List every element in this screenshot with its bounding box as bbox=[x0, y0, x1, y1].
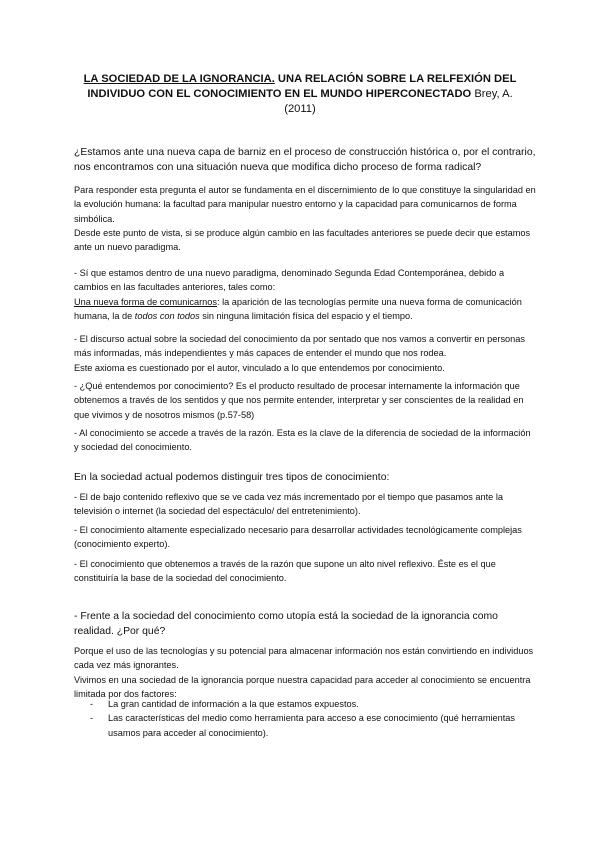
ignorance-factors bbox=[74, 697, 536, 740]
ignorance-intro-text: - Frente a la sociedad del conocimiento como utopía está la sociedad de la ignorancia como realidad. ¿Por qué? bbox=[74, 611, 498, 637]
type-1 bbox=[74, 490, 536, 519]
ignorance-p2: Vivimos en una sociedad de la ignorancia porque nuestra capacidad para acceder al conocimiento se encuentra limitada por dos factores: bbox=[74, 674, 531, 699]
intro-p1: Para responder esta pregunta el autor se fundamenta en el discernimiento de lo que constituye la singularidad en la evolución humana: la facultad para manipular nuestro entorno y la capacidad para comunicarnos de forma simbólica. bbox=[74, 185, 536, 224]
intro-p2: Desde este punto de vista, si se produce algún cambio en las facultades anteriores se puede decir que estamos ante un nuevo paradigma. bbox=[74, 227, 531, 253]
title-underlined: LA SOCIEDAD DE LA IGNORANCIA. bbox=[83, 73, 275, 85]
discourse-p2: Este axioma es cuestionado por el autor, vinculado a lo que entendemos por conocimiento. bbox=[74, 362, 445, 373]
list-dash: - bbox=[90, 699, 94, 709]
paradigm-underlined: Una nueva forma de comunicarnos bbox=[74, 296, 217, 307]
paradigm-p2a: : la aparición de las tecnologías permite una nueva forma de comunicación humana, la de bbox=[74, 296, 522, 321]
title-author: Brey, A. bbox=[471, 88, 513, 100]
reason-text: - Al conocimiento se accede a través de la razón. Esta es la clave de la diferencia de sociedad de la información y sociedad del conocimiento. bbox=[74, 428, 531, 453]
intro-question-text: ¿Estamos ante una nueva capa de barniz en el proceso de construcción histórica o, por el contrario, nos encontramos con una situación nueva que modifica dicho proceso de forma radical? bbox=[74, 147, 536, 173]
types-heading-text: En la sociedad actual podemos distinguir tres tipos de conocimiento: bbox=[74, 472, 390, 483]
list-dash: - bbox=[90, 713, 94, 724]
type-1-text: - El de bajo contenido reflexivo que se ve cada vez más incrementado por el tiempo que pasamos ante la televisión o internet (la sociedad del espectáculo/ del entretenimiento). bbox=[74, 492, 503, 517]
types-heading bbox=[74, 470, 536, 485]
title-year: (2011) bbox=[284, 103, 316, 115]
type-3-text: - El conocimiento que obtenemos a través de la razón que supone un alto nivel reflexivo. Éste es el que constituiría la base de la sociedad del conocimiento. bbox=[74, 559, 496, 584]
paradigm-italic: todos con todos bbox=[134, 310, 200, 321]
title-bold: UNA RELACIÓN SOBRE LA RELFEXIÓN DEL INDIVIDUO CON EL CONOCIMIENTO EN EL MUNDO HIPERCONECTADO bbox=[87, 73, 517, 100]
reason-section bbox=[74, 426, 536, 455]
type-2-text: - El conocimiento altamente especializado necesario para desarrollar actividades tecnológicamente complejas (conocimiento experto). bbox=[74, 525, 522, 550]
factor-item bbox=[74, 711, 536, 740]
ignorance-intro bbox=[74, 609, 536, 639]
ignorance-paragraphs bbox=[74, 644, 536, 701]
type-2 bbox=[74, 523, 536, 552]
knowledge-question bbox=[74, 379, 536, 422]
paradigm-section bbox=[74, 266, 536, 323]
paradigm-p1: - Sí que estamos dentro de una nuevo paradigma, denominado Segunda Edad Contemporánea, debido a cambios en las facultades anteriores, tales como: bbox=[74, 268, 505, 293]
paradigm-p2b: sin ninguna limitación física del espacio y el tiempo. bbox=[199, 310, 413, 321]
factor-item bbox=[74, 697, 536, 711]
factor-2-text: Las características del medio como herramienta para acceso a ese conocimiento (qué herramientas usamos para acceder al conocimiento). bbox=[108, 713, 516, 738]
discourse-section bbox=[74, 332, 536, 375]
factor-1-text: La gran cantidad de información a la que estamos expuestos. bbox=[108, 699, 359, 709]
paradigm-p2 bbox=[74, 295, 536, 324]
knowledge-question-text: - ¿Qué entendemos por conocimiento? Es el producto resultado de procesar internamente la información que obtenemos a través de los sentidos y que nos permite entender, interpretar y ser conscientes de la realidad en que vivimos y de nosotros mismos (p.57-58) bbox=[74, 381, 524, 420]
discourse-p1: - El discurso actual sobre la sociedad del conocimiento da por sentado que nos vamos a convertir en personas más informadas, más independientes y más capaces de entender el mundo que nos rodea. bbox=[74, 334, 525, 359]
intro-question bbox=[74, 145, 536, 175]
document-title bbox=[60, 72, 540, 117]
intro-paragraphs bbox=[74, 183, 536, 254]
ignorance-p1: Porque el uso de las tecnologías y su potencial para almacenar información nos están convirtiendo en individuos cada vez más ignorantes. bbox=[74, 646, 534, 671]
type-3 bbox=[74, 557, 536, 586]
